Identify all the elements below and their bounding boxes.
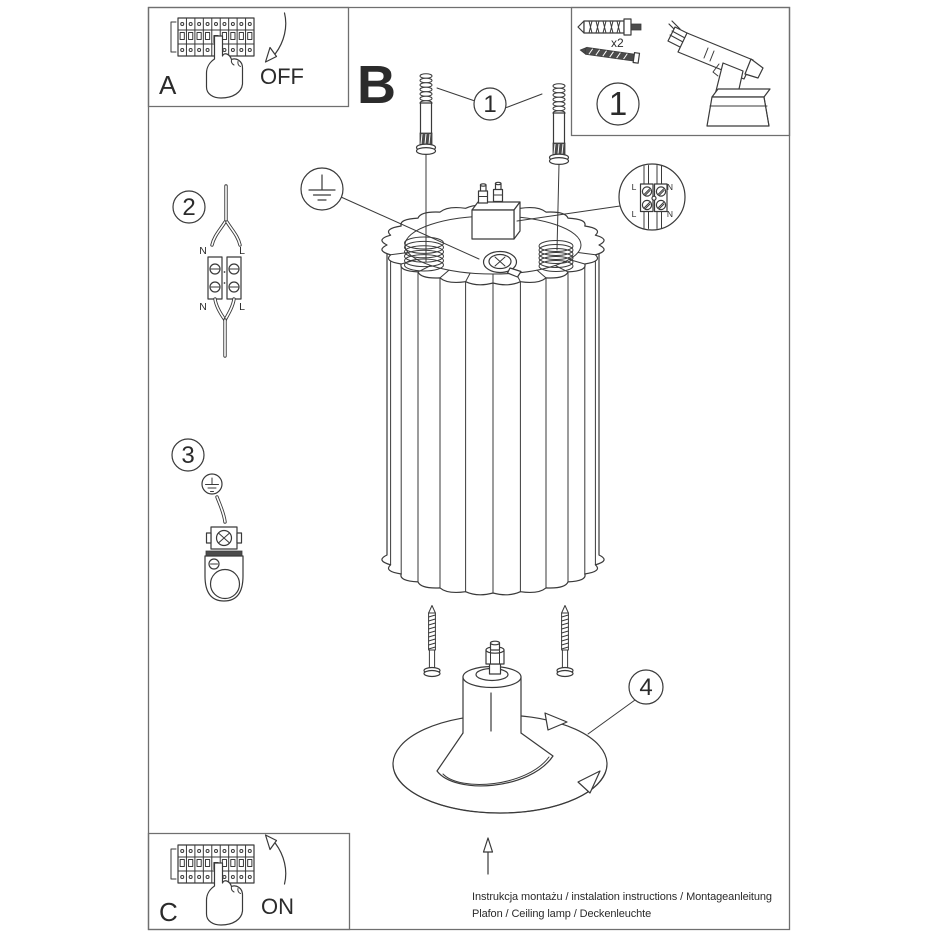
earth-symbol-small — [202, 474, 222, 494]
step4-callout-circle — [588, 670, 663, 734]
step4-number: 4 — [639, 674, 653, 701]
screw-callout-circle — [437, 88, 542, 120]
footer-line1: Instrukcja montażu / instalation instructions / Montageanleitung — [472, 891, 772, 903]
mounting-screw-right — [550, 84, 569, 165]
box-a-label: A — [159, 70, 177, 100]
box-c-state-on: ON — [261, 894, 294, 919]
lamp-terminal-block — [472, 182, 520, 239]
ground-terminal — [207, 527, 242, 549]
wall-anchor-icon — [578, 19, 641, 35]
fixing-screw-left — [424, 606, 440, 677]
gu10-bulb — [437, 641, 553, 786]
wire-connector-diagram — [199, 186, 245, 356]
detail-label-bottom-right: N — [666, 209, 674, 219]
detail-label-top-left: L — [631, 182, 637, 192]
fixing-screw-right — [557, 606, 573, 677]
parts-callout-number: 1 — [608, 85, 628, 122]
wire-label-bottom-left: N — [199, 301, 207, 313]
mounting-screw-left — [417, 74, 436, 155]
footer-line2: Plafon / Ceiling lamp / Deckenleuchte — [472, 908, 652, 920]
wire-label-bottom-right: L — [239, 301, 245, 313]
wire-label-top-left: N — [199, 245, 207, 257]
step2-number: 2 — [182, 194, 196, 221]
screw-icon — [580, 45, 640, 63]
parts-callout-circle — [597, 83, 639, 125]
detail-label-bottom-left: L — [631, 209, 637, 219]
anchor-count-label: x2 — [611, 36, 624, 50]
wire-label-top-right: L — [239, 245, 245, 257]
ground-wire — [217, 497, 225, 522]
box-c-label: C — [159, 897, 178, 927]
arrow-up-icon — [266, 835, 286, 884]
screw-callout-number: 1 — [483, 91, 497, 118]
detail-label-top-right: N — [666, 182, 674, 192]
step2-callout-circle — [173, 191, 205, 223]
step-b-label: B — [357, 55, 396, 115]
arrow-down-icon — [266, 13, 286, 62]
drill-icon — [668, 21, 770, 126]
mounting-bracket — [205, 551, 243, 601]
insert-direction-arrow — [484, 838, 493, 874]
breaker-panel-a — [171, 18, 254, 56]
breaker-panel-c — [171, 845, 254, 883]
box-a-state-off: OFF — [260, 64, 304, 89]
step3-number: 3 — [181, 442, 195, 469]
step3-callout-circle — [172, 439, 204, 471]
